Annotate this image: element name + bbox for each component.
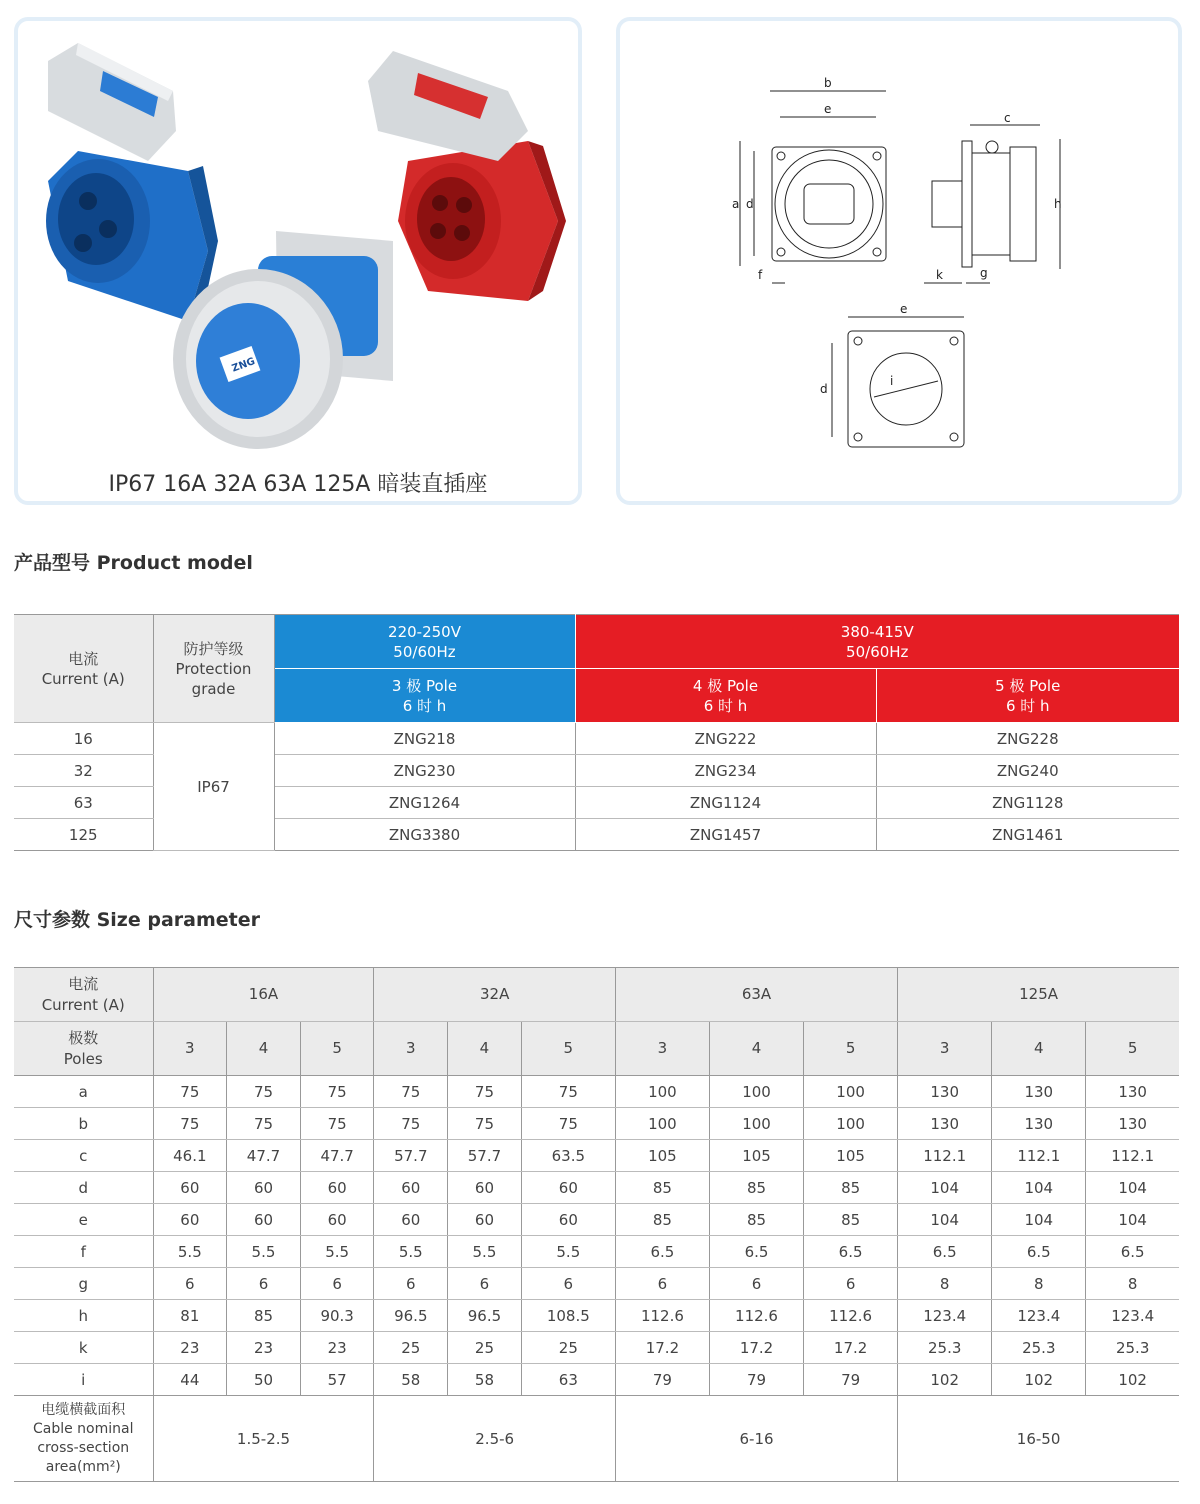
- dimension-drawing-panel: [616, 17, 1182, 505]
- header-pole: 5: [804, 1022, 898, 1076]
- dimension-value: 6.5: [709, 1236, 803, 1268]
- dim-label-d-back: d: [820, 382, 828, 396]
- dimension-label: f: [14, 1236, 153, 1268]
- header-pole: 5: [521, 1022, 615, 1076]
- table-row: 125 ZNG3380 ZNG1457 ZNG1461: [14, 819, 1179, 851]
- dimension-value: 100: [615, 1108, 709, 1140]
- table-row: [14, 1268, 1179, 1300]
- dimension-value: 102: [1086, 1364, 1179, 1396]
- dimension-value: 6.5: [1086, 1236, 1179, 1268]
- dimension-value: 130: [992, 1076, 1086, 1108]
- table-row: [14, 1108, 1179, 1140]
- dimension-value: 90.3: [300, 1300, 374, 1332]
- dimension-value: 5.5: [374, 1236, 448, 1268]
- table-row: [14, 1364, 1179, 1396]
- size-parameter-table: [14, 967, 1179, 1482]
- dimension-value: 17.2: [804, 1332, 898, 1364]
- protection-grade-cell: IP67: [153, 723, 274, 851]
- dimension-value: 81: [153, 1300, 227, 1332]
- header-group-16a: 16A: [153, 968, 374, 1022]
- header-poles: 极数 Poles: [14, 1022, 153, 1076]
- dimension-value: 60: [448, 1204, 522, 1236]
- dimension-value: 63.5: [521, 1140, 615, 1172]
- dimension-label: g: [14, 1268, 153, 1300]
- dimension-value: 108.5: [521, 1300, 615, 1332]
- dimension-value: 44: [153, 1364, 227, 1396]
- header-4-pole: 4 极 Pole 6 时 h: [575, 669, 876, 723]
- dimension-value: 104: [898, 1204, 992, 1236]
- cable-area-63a: 6-16: [615, 1396, 897, 1482]
- dimension-value: 6.5: [898, 1236, 992, 1268]
- table-row: [14, 1300, 1179, 1332]
- table-row: 16 IP67 ZNG218 ZNG222 ZNG228: [14, 723, 1179, 755]
- dimension-value: 96.5: [374, 1300, 448, 1332]
- dimension-value: 130: [1086, 1076, 1179, 1108]
- dimension-value: 60: [448, 1172, 522, 1204]
- dimension-value: 25.3: [898, 1332, 992, 1364]
- dimension-value: 47.7: [227, 1140, 301, 1172]
- dimension-label: e: [14, 1204, 153, 1236]
- header-group-32a: 32A: [374, 968, 615, 1022]
- header-pole: 4: [992, 1022, 1086, 1076]
- dimension-value: 8: [898, 1268, 992, 1300]
- side-view-drawing: [924, 125, 1060, 283]
- dim-label-f: f: [758, 268, 763, 282]
- dimension-value: 6.5: [804, 1236, 898, 1268]
- dimension-value: 6: [448, 1268, 522, 1300]
- dimension-label: k: [14, 1332, 153, 1364]
- dimension-drawing: [620, 21, 1178, 501]
- header-pole: 4: [709, 1022, 803, 1076]
- dimension-value: 112.6: [615, 1300, 709, 1332]
- dim-label-b: b: [824, 76, 832, 90]
- product-model-title: 产品型号 Product model: [14, 552, 253, 574]
- dimension-value: 100: [804, 1108, 898, 1140]
- dimension-value: 60: [300, 1204, 374, 1236]
- dimension-value: 60: [153, 1204, 227, 1236]
- header-pole: 5: [1086, 1022, 1179, 1076]
- dimension-value: 57: [300, 1364, 374, 1396]
- dimension-value: 75: [374, 1076, 448, 1108]
- dimension-value: 6: [521, 1268, 615, 1300]
- dimension-value: 85: [227, 1300, 301, 1332]
- dimension-value: 75: [153, 1108, 227, 1140]
- table-row: 63 ZNG1264 ZNG1124 ZNG1128: [14, 787, 1179, 819]
- header-current: 电流 Current (A): [14, 615, 153, 723]
- dimension-value: 104: [1086, 1172, 1179, 1204]
- dimension-label: h: [14, 1300, 153, 1332]
- dimension-value: 23: [153, 1332, 227, 1364]
- header-pole: 3: [615, 1022, 709, 1076]
- dimension-value: 75: [227, 1076, 301, 1108]
- dimension-value: 5.5: [227, 1236, 301, 1268]
- dimension-value: 85: [615, 1172, 709, 1204]
- dimension-value: 85: [804, 1172, 898, 1204]
- header-protection-grade: 防护等级 Protection grade: [153, 615, 274, 723]
- dimension-value: 46.1: [153, 1140, 227, 1172]
- dimension-value: 60: [521, 1172, 615, 1204]
- dimension-value: 130: [1086, 1108, 1179, 1140]
- dimension-value: 105: [615, 1140, 709, 1172]
- table-row: [14, 1332, 1179, 1364]
- dimension-value: 102: [898, 1364, 992, 1396]
- dimension-value: 60: [227, 1172, 301, 1204]
- cable-area-16a: 1.5-2.5: [153, 1396, 374, 1482]
- table-row: [14, 1236, 1179, 1268]
- dimension-value: 47.7: [300, 1140, 374, 1172]
- dimension-value: 100: [615, 1076, 709, 1108]
- dimension-value: 57.7: [374, 1140, 448, 1172]
- dim-label-e: e: [824, 102, 832, 116]
- dimension-value: 123.4: [992, 1300, 1086, 1332]
- dimension-label: i: [14, 1364, 153, 1396]
- dimension-value: 60: [153, 1172, 227, 1204]
- dimension-value: 85: [709, 1204, 803, 1236]
- dim-label-a: a: [732, 197, 740, 211]
- dimension-value: 112.1: [992, 1140, 1086, 1172]
- dimension-value: 79: [804, 1364, 898, 1396]
- dim-label-g: g: [980, 266, 988, 280]
- dimension-value: 58: [374, 1364, 448, 1396]
- dimension-value: 25.3: [1086, 1332, 1179, 1364]
- dimension-value: 105: [709, 1140, 803, 1172]
- dimension-value: 130: [992, 1108, 1086, 1140]
- red-socket-right: [368, 51, 566, 301]
- blue-socket-left: [46, 43, 218, 321]
- dimension-value: 6: [374, 1268, 448, 1300]
- dimension-value: 104: [898, 1172, 992, 1204]
- dimension-value: 96.5: [448, 1300, 522, 1332]
- dimension-value: 100: [709, 1076, 803, 1108]
- dim-label-h: h: [1054, 197, 1062, 211]
- dimension-value: 6: [804, 1268, 898, 1300]
- back-view-drawing: [832, 317, 964, 447]
- dimension-value: 17.2: [615, 1332, 709, 1364]
- header-3-pole: 3 极 Pole 6 时 h: [274, 669, 575, 723]
- dimension-value: 75: [448, 1076, 522, 1108]
- dimension-value: 112.1: [1086, 1140, 1179, 1172]
- dimension-value: 85: [615, 1204, 709, 1236]
- dimension-value: 5.5: [521, 1236, 615, 1268]
- dimension-label: d: [14, 1172, 153, 1204]
- dimension-value: 112.1: [898, 1140, 992, 1172]
- header-pole: 3: [153, 1022, 227, 1076]
- dimension-value: 6: [300, 1268, 374, 1300]
- dim-label-d: d: [746, 197, 754, 211]
- dimension-value: 8: [1086, 1268, 1179, 1300]
- header-group-63a: 63A: [615, 968, 897, 1022]
- dimension-value: 75: [521, 1076, 615, 1108]
- dimension-value: 6: [227, 1268, 301, 1300]
- dimension-value: 6.5: [615, 1236, 709, 1268]
- dimension-value: 130: [898, 1108, 992, 1140]
- header-pole: 4: [448, 1022, 522, 1076]
- dimension-value: 60: [521, 1204, 615, 1236]
- dimension-value: 123.4: [1086, 1300, 1179, 1332]
- dimension-value: 25.3: [992, 1332, 1086, 1364]
- dimension-value: 60: [374, 1204, 448, 1236]
- dimension-value: 105: [804, 1140, 898, 1172]
- header-voltage-380: 380-415V 50/60Hz: [575, 615, 1179, 669]
- size-parameter-title: 尺寸参数 Size parameter: [14, 909, 261, 931]
- dimension-value: 5.5: [300, 1236, 374, 1268]
- dim-label-e-back: e: [900, 302, 908, 316]
- table-row: [14, 1204, 1179, 1236]
- table-row: [14, 1172, 1179, 1204]
- product-photo-panel: [14, 17, 582, 505]
- dimension-value: 112.6: [709, 1300, 803, 1332]
- dimension-value: 6: [153, 1268, 227, 1300]
- dimension-value: 25: [374, 1332, 448, 1364]
- dimension-value: 85: [709, 1172, 803, 1204]
- cable-area-125a: 16-50: [898, 1396, 1179, 1482]
- table-row: 32 ZNG230 ZNG234 ZNG240: [14, 755, 1179, 787]
- dimension-value: 5.5: [153, 1236, 227, 1268]
- dimension-label: a: [14, 1076, 153, 1108]
- dimension-value: 60: [374, 1172, 448, 1204]
- product-model-table: [14, 614, 1179, 851]
- dimension-value: 79: [615, 1364, 709, 1396]
- dim-label-c: c: [1004, 111, 1011, 125]
- dimension-value: 79: [709, 1364, 803, 1396]
- dimension-value: 130: [898, 1076, 992, 1108]
- header-pole: 5: [300, 1022, 374, 1076]
- header-pole: 3: [898, 1022, 992, 1076]
- front-view-drawing: [740, 91, 886, 283]
- dimension-value: 75: [448, 1108, 522, 1140]
- dimension-value: 23: [300, 1332, 374, 1364]
- dimension-value: 60: [300, 1172, 374, 1204]
- dimension-value: 25: [521, 1332, 615, 1364]
- dimension-value: 75: [374, 1108, 448, 1140]
- dimension-value: 23: [227, 1332, 301, 1364]
- dimension-value: 104: [1086, 1204, 1179, 1236]
- dimension-label: b: [14, 1108, 153, 1140]
- dim-label-i: i: [890, 374, 894, 388]
- header-5-pole: 5 极 Pole 6 时 h: [876, 669, 1179, 723]
- dimension-value: 50: [227, 1364, 301, 1396]
- dimension-value: 102: [992, 1364, 1086, 1396]
- header-current: 电流 Current (A): [14, 968, 153, 1022]
- dimension-value: 75: [227, 1108, 301, 1140]
- dimension-value: 8: [992, 1268, 1086, 1300]
- brand-label: ZNG: [230, 356, 257, 375]
- header-group-125a: 125A: [898, 968, 1179, 1022]
- dimension-value: 6: [709, 1268, 803, 1300]
- dimension-value: 17.2: [709, 1332, 803, 1364]
- dimension-value: 100: [804, 1076, 898, 1108]
- header-pole: 4: [227, 1022, 301, 1076]
- header-voltage-220: 220-250V 50/60Hz: [274, 615, 575, 669]
- cable-area-32a: 2.5-6: [374, 1396, 615, 1482]
- socket-product-photo: [18, 21, 578, 461]
- dimension-value: 25: [448, 1332, 522, 1364]
- dimension-value: 75: [300, 1076, 374, 1108]
- dimension-value: 85: [804, 1204, 898, 1236]
- table-row: [14, 1076, 1179, 1108]
- dimension-value: 75: [300, 1108, 374, 1140]
- dimension-value: 57.7: [448, 1140, 522, 1172]
- dimension-value: 123.4: [898, 1300, 992, 1332]
- dimension-value: 63: [521, 1364, 615, 1396]
- photo-caption: IP67 16A 32A 63A 125A 暗装直插座: [108, 472, 488, 497]
- dimension-label: c: [14, 1140, 153, 1172]
- cable-area-label: 电缆横截面积 Cable nominal cross-section area(mm²): [14, 1396, 153, 1482]
- dimension-value: 104: [992, 1172, 1086, 1204]
- dimension-value: 100: [709, 1108, 803, 1140]
- dimension-value: 58: [448, 1364, 522, 1396]
- dim-label-k: k: [936, 268, 943, 282]
- dimension-value: 104: [992, 1204, 1086, 1236]
- header-pole: 3: [374, 1022, 448, 1076]
- dimension-value: 112.6: [804, 1300, 898, 1332]
- dimension-value: 6.5: [992, 1236, 1086, 1268]
- dimension-value: 75: [521, 1108, 615, 1140]
- dimension-value: 75: [153, 1076, 227, 1108]
- dimension-value: 60: [227, 1204, 301, 1236]
- dimension-value: 5.5: [448, 1236, 522, 1268]
- dimension-value: 6: [615, 1268, 709, 1300]
- table-row: [14, 1140, 1179, 1172]
